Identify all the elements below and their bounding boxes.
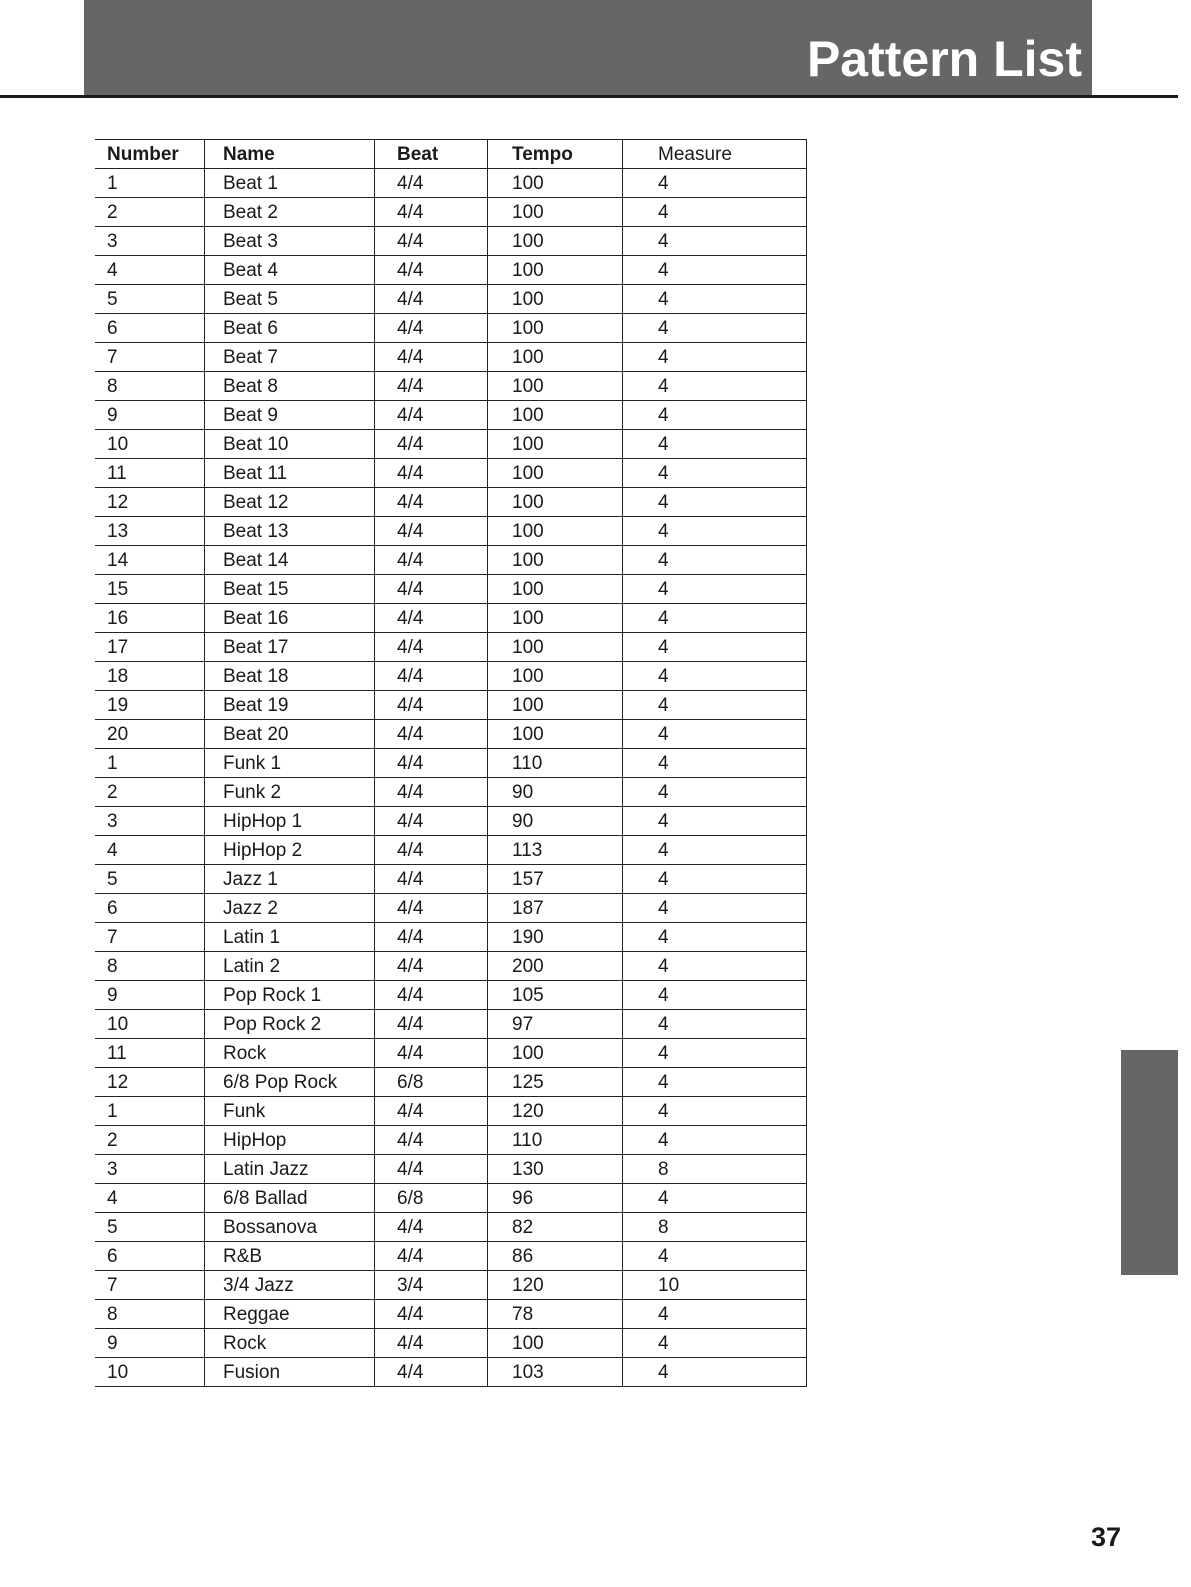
cell-beat: 4/4: [375, 227, 488, 256]
table-row: [95, 1068, 807, 1097]
column-header-beat: Beat: [375, 140, 488, 169]
table-row: [95, 169, 807, 198]
cell-measure: 4: [623, 952, 807, 981]
cell-name: HipHop: [205, 1126, 375, 1155]
table-row: [95, 1010, 807, 1039]
cell-name: Beat 13: [205, 517, 375, 546]
table-row: [95, 720, 807, 749]
cell-beat: 4/4: [375, 256, 488, 285]
cell-tempo: 100: [488, 314, 623, 343]
table-row: [95, 807, 807, 836]
cell-number: 7: [95, 923, 205, 952]
cell-beat: 4/4: [375, 198, 488, 227]
cell-tempo: 100: [488, 575, 623, 604]
cell-beat: 4/4: [375, 1242, 488, 1271]
cell-number: 4: [95, 1184, 205, 1213]
column-header-measure: Measure: [623, 140, 807, 169]
cell-measure: 4: [623, 865, 807, 894]
table-row: [95, 1271, 807, 1300]
cell-number: 8: [95, 1300, 205, 1329]
cell-number: 6: [95, 894, 205, 923]
cell-number: 7: [95, 343, 205, 372]
cell-tempo: 100: [488, 546, 623, 575]
cell-tempo: 100: [488, 604, 623, 633]
cell-name: Beat 6: [205, 314, 375, 343]
table-row: [95, 575, 807, 604]
cell-number: 13: [95, 517, 205, 546]
cell-name: Beat 4: [205, 256, 375, 285]
table-row: [95, 1213, 807, 1242]
cell-measure: 4: [623, 314, 807, 343]
cell-tempo: 100: [488, 430, 623, 459]
cell-number: 14: [95, 546, 205, 575]
cell-beat: 4/4: [375, 1155, 488, 1184]
cell-measure: 4: [623, 546, 807, 575]
cell-measure: 4: [623, 1242, 807, 1271]
cell-measure: 4: [623, 256, 807, 285]
table-header-row: [95, 140, 807, 169]
cell-measure: 4: [623, 1068, 807, 1097]
cell-number: 6: [95, 314, 205, 343]
cell-tempo: 100: [488, 633, 623, 662]
table-row: [95, 314, 807, 343]
cell-tempo: 100: [488, 227, 623, 256]
cell-number: 8: [95, 372, 205, 401]
cell-name: Beat 19: [205, 691, 375, 720]
cell-tempo: 100: [488, 662, 623, 691]
cell-measure: 4: [623, 488, 807, 517]
cell-name: 3/4 Jazz: [205, 1271, 375, 1300]
table-row: [95, 1126, 807, 1155]
cell-measure: 4: [623, 198, 807, 227]
header-bar: [84, 0, 1092, 96]
cell-name: Beat 11: [205, 459, 375, 488]
cell-number: 5: [95, 1213, 205, 1242]
column-header-number: Number: [95, 140, 205, 169]
cell-measure: 8: [623, 1213, 807, 1242]
cell-tempo: 100: [488, 372, 623, 401]
cell-number: 5: [95, 865, 205, 894]
cell-name: 6/8 Pop Rock: [205, 1068, 375, 1097]
table-row: [95, 285, 807, 314]
cell-tempo: 78: [488, 1300, 623, 1329]
cell-name: Latin Jazz: [205, 1155, 375, 1184]
cell-tempo: 190: [488, 923, 623, 952]
cell-number: 5: [95, 285, 205, 314]
table-row: [95, 401, 807, 430]
cell-measure: 4: [623, 720, 807, 749]
cell-name: HipHop 1: [205, 807, 375, 836]
cell-tempo: 100: [488, 720, 623, 749]
table-row: [95, 1155, 807, 1184]
cell-tempo: 110: [488, 749, 623, 778]
page-number: 37: [1090, 1522, 1121, 1552]
cell-tempo: 100: [488, 1329, 623, 1358]
cell-beat: 4/4: [375, 633, 488, 662]
table-row: [95, 459, 807, 488]
header-divider: [0, 95, 1178, 98]
cell-beat: 4/4: [375, 604, 488, 633]
cell-name: Beat 7: [205, 343, 375, 372]
cell-measure: 4: [623, 1010, 807, 1039]
cell-tempo: 100: [488, 488, 623, 517]
table-row: [95, 894, 807, 923]
cell-name: HipHop 2: [205, 836, 375, 865]
table-row: [95, 1039, 807, 1068]
cell-name: Jazz 1: [205, 865, 375, 894]
cell-tempo: 200: [488, 952, 623, 981]
cell-beat: 4/4: [375, 923, 488, 952]
table-row: [95, 865, 807, 894]
cell-name: Beat 10: [205, 430, 375, 459]
cell-name: Pop Rock 2: [205, 1010, 375, 1039]
cell-measure: 4: [623, 633, 807, 662]
cell-name: 6/8 Ballad: [205, 1184, 375, 1213]
cell-number: 3: [95, 227, 205, 256]
cell-beat: 4/4: [375, 314, 488, 343]
cell-beat: 4/4: [375, 981, 488, 1010]
cell-name: Beat 12: [205, 488, 375, 517]
cell-name: Beat 14: [205, 546, 375, 575]
cell-measure: 4: [623, 575, 807, 604]
cell-beat: 3/4: [375, 1271, 488, 1300]
cell-name: Rock: [205, 1329, 375, 1358]
cell-beat: 4/4: [375, 1358, 488, 1387]
cell-beat: 4/4: [375, 662, 488, 691]
cell-number: 4: [95, 836, 205, 865]
cell-name: Fusion: [205, 1358, 375, 1387]
cell-tempo: 97: [488, 1010, 623, 1039]
cell-measure: 4: [623, 285, 807, 314]
cell-tempo: 100: [488, 401, 623, 430]
cell-tempo: 105: [488, 981, 623, 1010]
column-header-name: Name: [205, 140, 375, 169]
cell-name: Beat 16: [205, 604, 375, 633]
table-row: [95, 1242, 807, 1271]
cell-beat: 4/4: [375, 865, 488, 894]
cell-tempo: 120: [488, 1271, 623, 1300]
cell-beat: 4/4: [375, 459, 488, 488]
table-row: [95, 836, 807, 865]
cell-beat: 4/4: [375, 169, 488, 198]
cell-number: 4: [95, 256, 205, 285]
cell-name: Beat 3: [205, 227, 375, 256]
cell-number: 9: [95, 981, 205, 1010]
cell-beat: 4/4: [375, 430, 488, 459]
cell-beat: 4/4: [375, 807, 488, 836]
cell-number: 7: [95, 1271, 205, 1300]
table-row: [95, 1300, 807, 1329]
cell-measure: 4: [623, 691, 807, 720]
table-row: [95, 430, 807, 459]
cell-name: Funk 1: [205, 749, 375, 778]
cell-number: 20: [95, 720, 205, 749]
cell-name: Beat 9: [205, 401, 375, 430]
cell-number: 1: [95, 169, 205, 198]
table-row: [95, 198, 807, 227]
cell-tempo: 90: [488, 778, 623, 807]
cell-measure: 4: [623, 923, 807, 952]
cell-measure: 4: [623, 836, 807, 865]
cell-measure: 4: [623, 1126, 807, 1155]
cell-beat: 4/4: [375, 1126, 488, 1155]
cell-number: 18: [95, 662, 205, 691]
cell-tempo: 100: [488, 517, 623, 546]
section-tab: [1121, 1050, 1178, 1275]
cell-tempo: 157: [488, 865, 623, 894]
cell-measure: 8: [623, 1155, 807, 1184]
cell-name: Beat 20: [205, 720, 375, 749]
cell-number: 11: [95, 1039, 205, 1068]
cell-number: 17: [95, 633, 205, 662]
cell-tempo: 113: [488, 836, 623, 865]
cell-measure: 4: [623, 430, 807, 459]
cell-beat: 4/4: [375, 285, 488, 314]
cell-measure: 10: [623, 1271, 807, 1300]
cell-beat: 6/8: [375, 1184, 488, 1213]
cell-measure: 4: [623, 662, 807, 691]
cell-name: Beat 18: [205, 662, 375, 691]
pattern-table: [95, 139, 807, 1387]
cell-tempo: 110: [488, 1126, 623, 1155]
cell-number: 2: [95, 198, 205, 227]
table-row: [95, 256, 807, 285]
cell-tempo: 100: [488, 691, 623, 720]
cell-beat: 4/4: [375, 778, 488, 807]
cell-beat: 6/8: [375, 1068, 488, 1097]
cell-beat: 4/4: [375, 1010, 488, 1039]
cell-tempo: 125: [488, 1068, 623, 1097]
table-body: [95, 169, 807, 1387]
cell-tempo: 100: [488, 285, 623, 314]
cell-beat: 4/4: [375, 546, 488, 575]
table-row: [95, 488, 807, 517]
cell-number: 10: [95, 1010, 205, 1039]
cell-number: 9: [95, 401, 205, 430]
cell-beat: 4/4: [375, 343, 488, 372]
cell-measure: 4: [623, 807, 807, 836]
cell-beat: 4/4: [375, 488, 488, 517]
cell-name: Beat 17: [205, 633, 375, 662]
table-row: [95, 952, 807, 981]
cell-measure: 4: [623, 749, 807, 778]
cell-tempo: 187: [488, 894, 623, 923]
cell-beat: 4/4: [375, 894, 488, 923]
cell-tempo: 86: [488, 1242, 623, 1271]
table-row: [95, 343, 807, 372]
cell-number: 1: [95, 749, 205, 778]
cell-measure: 4: [623, 981, 807, 1010]
table-row: [95, 691, 807, 720]
table-row: [95, 662, 807, 691]
cell-measure: 4: [623, 169, 807, 198]
cell-measure: 4: [623, 401, 807, 430]
cell-tempo: 130: [488, 1155, 623, 1184]
cell-beat: 4/4: [375, 720, 488, 749]
cell-name: Beat 5: [205, 285, 375, 314]
cell-measure: 4: [623, 343, 807, 372]
cell-name: Beat 1: [205, 169, 375, 198]
cell-name: Beat 2: [205, 198, 375, 227]
cell-measure: 4: [623, 894, 807, 923]
table-row: [95, 923, 807, 952]
cell-beat: 4/4: [375, 575, 488, 604]
cell-number: 10: [95, 430, 205, 459]
cell-tempo: 82: [488, 1213, 623, 1242]
cell-beat: 4/4: [375, 372, 488, 401]
cell-tempo: 100: [488, 169, 623, 198]
cell-measure: 4: [623, 1300, 807, 1329]
cell-number: 11: [95, 459, 205, 488]
cell-number: 12: [95, 1068, 205, 1097]
cell-name: R&B: [205, 1242, 375, 1271]
cell-measure: 4: [623, 1039, 807, 1068]
table-row: [95, 778, 807, 807]
table-row: [95, 227, 807, 256]
page-title: Pattern List: [806, 31, 1082, 87]
cell-beat: 4/4: [375, 517, 488, 546]
cell-measure: 4: [623, 372, 807, 401]
cell-tempo: 100: [488, 343, 623, 372]
cell-name: Funk: [205, 1097, 375, 1126]
cell-measure: 4: [623, 1097, 807, 1126]
cell-beat: 4/4: [375, 1329, 488, 1358]
cell-beat: 4/4: [375, 1097, 488, 1126]
cell-beat: 4/4: [375, 836, 488, 865]
cell-name: Jazz 2: [205, 894, 375, 923]
table-row: [95, 546, 807, 575]
table-row: [95, 1184, 807, 1213]
table-row: [95, 1329, 807, 1358]
table-row: [95, 981, 807, 1010]
cell-name: Latin 2: [205, 952, 375, 981]
cell-number: 3: [95, 807, 205, 836]
table-row: [95, 749, 807, 778]
cell-beat: 4/4: [375, 1039, 488, 1068]
cell-tempo: 100: [488, 1039, 623, 1068]
cell-name: Reggae: [205, 1300, 375, 1329]
cell-tempo: 90: [488, 807, 623, 836]
column-header-tempo: Tempo: [488, 140, 623, 169]
cell-tempo: 120: [488, 1097, 623, 1126]
table-row: [95, 604, 807, 633]
cell-number: 10: [95, 1358, 205, 1387]
cell-beat: 4/4: [375, 1300, 488, 1329]
table-row: [95, 517, 807, 546]
cell-number: 9: [95, 1329, 205, 1358]
cell-name: Latin 1: [205, 923, 375, 952]
table-row: [95, 633, 807, 662]
cell-number: 8: [95, 952, 205, 981]
cell-number: 2: [95, 1126, 205, 1155]
cell-tempo: 103: [488, 1358, 623, 1387]
cell-measure: 4: [623, 1184, 807, 1213]
cell-number: 12: [95, 488, 205, 517]
cell-measure: 4: [623, 227, 807, 256]
table-row: [95, 1358, 807, 1387]
cell-beat: 4/4: [375, 952, 488, 981]
cell-measure: 4: [623, 604, 807, 633]
cell-tempo: 100: [488, 459, 623, 488]
cell-beat: 4/4: [375, 1213, 488, 1242]
cell-tempo: 100: [488, 256, 623, 285]
cell-name: Rock: [205, 1039, 375, 1068]
cell-name: Pop Rock 1: [205, 981, 375, 1010]
cell-measure: 4: [623, 459, 807, 488]
cell-name: Beat 8: [205, 372, 375, 401]
cell-tempo: 100: [488, 198, 623, 227]
cell-number: 3: [95, 1155, 205, 1184]
cell-name: Beat 15: [205, 575, 375, 604]
table-row: [95, 1097, 807, 1126]
table-row: [95, 372, 807, 401]
cell-measure: 4: [623, 778, 807, 807]
cell-number: 15: [95, 575, 205, 604]
cell-number: 2: [95, 778, 205, 807]
cell-measure: 4: [623, 1358, 807, 1387]
cell-measure: 4: [623, 517, 807, 546]
cell-number: 6: [95, 1242, 205, 1271]
cell-number: 16: [95, 604, 205, 633]
cell-number: 1: [95, 1097, 205, 1126]
cell-name: Funk 2: [205, 778, 375, 807]
cell-name: Bossanova: [205, 1213, 375, 1242]
cell-number: 19: [95, 691, 205, 720]
cell-beat: 4/4: [375, 691, 488, 720]
cell-measure: 4: [623, 1329, 807, 1358]
cell-beat: 4/4: [375, 749, 488, 778]
cell-beat: 4/4: [375, 401, 488, 430]
cell-tempo: 96: [488, 1184, 623, 1213]
